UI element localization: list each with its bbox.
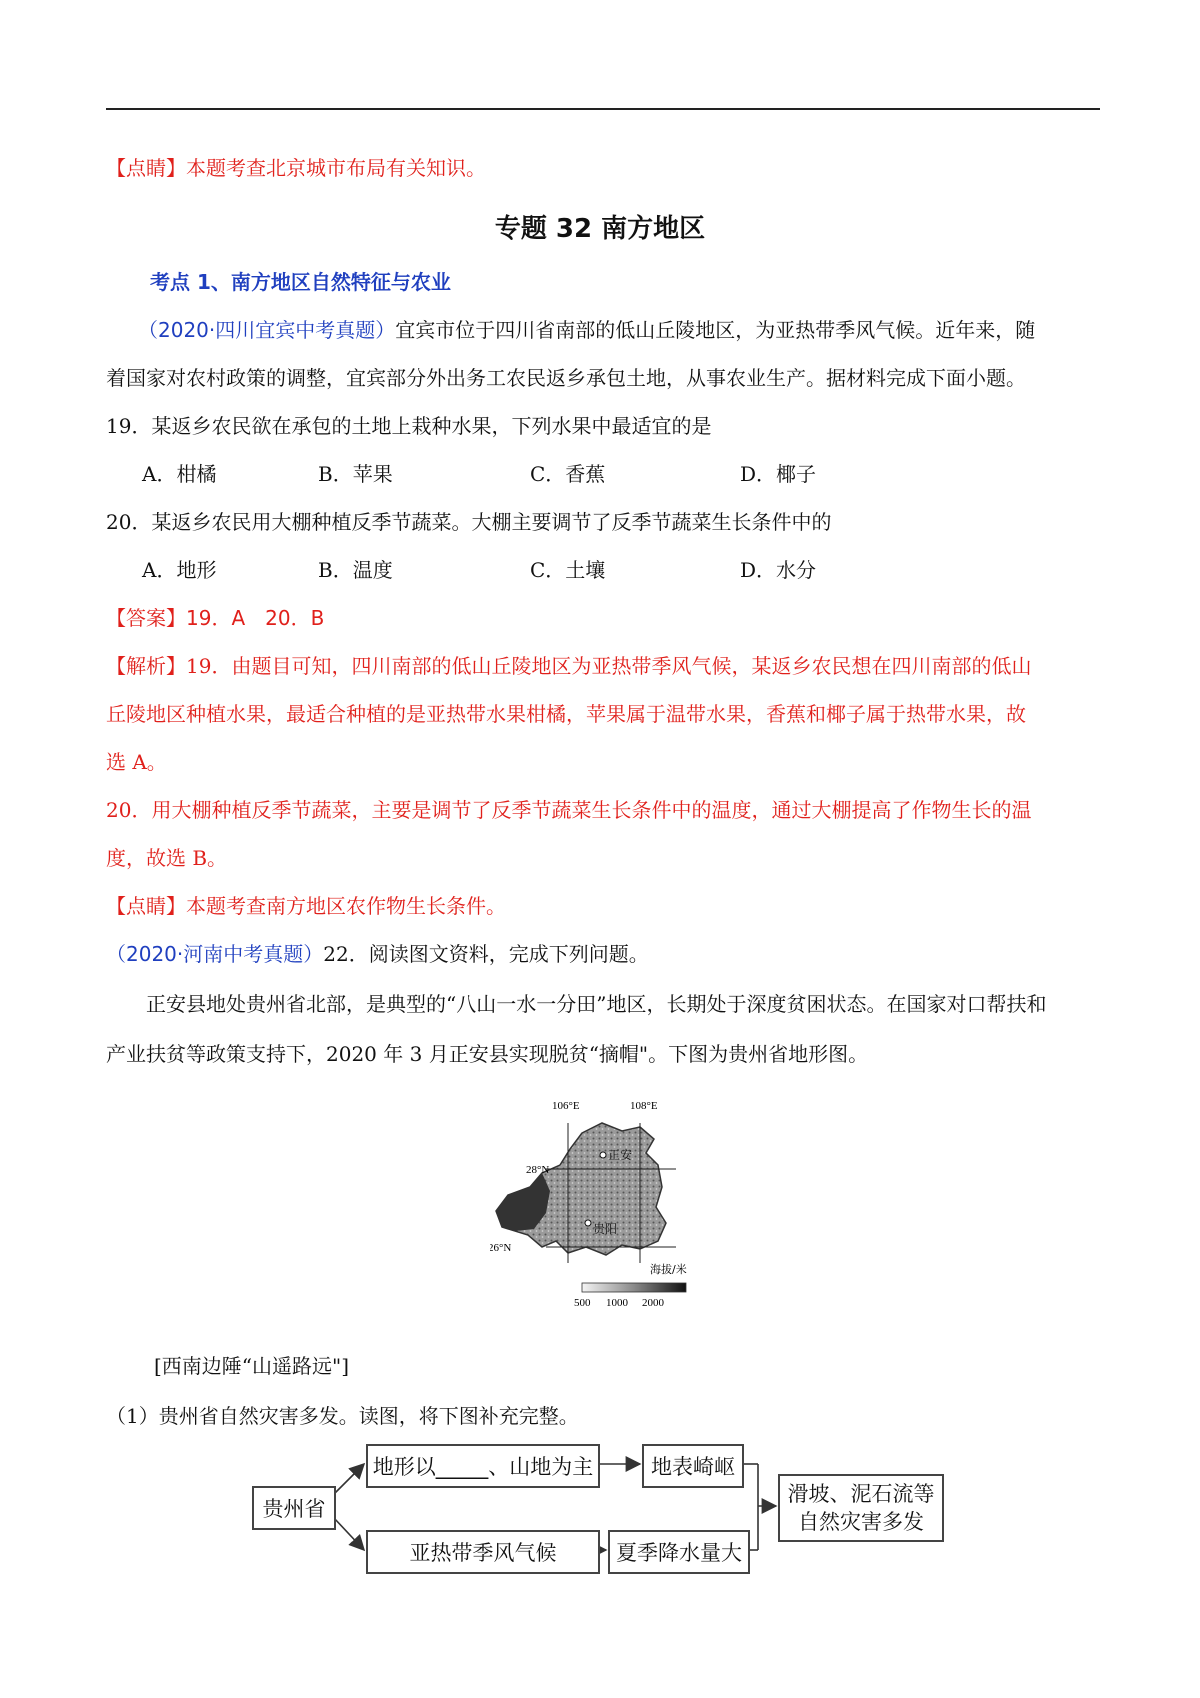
- q20-option-c: C．土壤: [530, 558, 606, 582]
- analysis-tag: 【解析】: [106, 654, 186, 678]
- question-22-part1: （1）贵州省自然灾害多发。读图，将下图补充完整。: [106, 1404, 579, 1428]
- analysis-text1: 19．由题目可知，四川南部的低山丘陵地区为亚热带季风气候，某返乡农民想在四川南部的低山: [186, 654, 1032, 678]
- flow-result-line1: 滑坡、泥石流等: [787, 1482, 935, 1506]
- analysis-line3: 选 A。: [106, 750, 167, 774]
- question-intro-line1: [138, 316, 1035, 344]
- q20-option-d: D．水分: [740, 558, 817, 582]
- map-svg: [490, 1095, 710, 1315]
- zhengan-marker: [600, 1152, 606, 1158]
- legend-tick-1000: 1000: [606, 1297, 628, 1309]
- flow-rainfall-box: 夏季降水量大: [608, 1530, 750, 1574]
- guiyang-marker: [585, 1220, 591, 1226]
- lon-label-108: 108°E: [630, 1100, 658, 1112]
- answer-text: 19．A 20．B: [186, 606, 325, 630]
- section-heading: 考点 1、南方地区自然特征与农业: [150, 270, 451, 294]
- intro-text1: 宜宾市位于四川省南部的低山丘陵地区，为亚热带季风气候。近年来，随: [395, 318, 1036, 342]
- page-title: 专题 32 南方地区: [494, 214, 706, 244]
- legend-title: 海拔/米: [650, 1263, 687, 1276]
- q20-option-b: B．温度: [318, 558, 393, 582]
- note-text: 本题考查北京城市布局有关知识。: [186, 156, 486, 180]
- question-intro-line2: 着国家对农村政策的调整，宜宾部分外出务工农民返乡承包土地，从事农业生产。据材料完成下面小题。: [106, 366, 1026, 390]
- analysis-line2: 丘陵地区种植水果，最适合种植的是亚热带水果柑橘，苹果属于温带水果，香蕉和椰子属于热带水果，故: [106, 702, 1026, 726]
- legend-tick-2000: 2000: [642, 1297, 664, 1309]
- lat-label-28: 28°N: [526, 1164, 550, 1176]
- legend-tick-500: 500: [574, 1297, 591, 1309]
- question-20-stem: 20．某返乡农民用大棚种植反季节蔬菜。大棚主要调节了反季节蔬菜生长条件中的: [106, 510, 832, 534]
- note-tag: 【点睛】: [106, 156, 186, 180]
- flow-terrain-box: 地形以_____、山地为主: [366, 1444, 600, 1488]
- note-mid-text: 本题考查南方地区农作物生长条件。: [186, 894, 506, 918]
- city-label-zhengan: 正安: [608, 1148, 633, 1162]
- question-source: （2020·四川宜宾中考真题）: [138, 318, 396, 342]
- answer-line: [106, 604, 324, 632]
- analysis-line4: 20．用大棚种植反季节蔬菜，主要是调节了反季节蔬菜生长条件中的温度，通过大棚提高了作物生长的温: [106, 798, 1032, 822]
- flow-climate-box: 亚热带季风气候: [366, 1530, 600, 1574]
- q19-option-b: B．苹果: [318, 462, 393, 486]
- question-22-para1: 正安县地处贵州省北部，是典型的“八山一水一分田”地区，长期处于深度贫困状态。在国家对口帮扶和: [146, 992, 1047, 1016]
- q20-option-a: A．地形: [142, 558, 217, 582]
- lon-label-106: 106°E: [552, 1100, 580, 1112]
- subheading: [西南边陲“山遥路远"]: [154, 1354, 350, 1378]
- question-19-stem: 19．某返乡农民欲在承包的土地上栽种水果，下列水果中最适宜的是: [106, 414, 712, 438]
- question-22-heading: [106, 940, 649, 968]
- header-rule: [106, 108, 1100, 110]
- note-top: [106, 154, 486, 182]
- disaster-flow-diagram: [250, 1438, 950, 1568]
- analysis-line5: 度，故选 B。: [106, 846, 228, 870]
- flow-result-line2: 自然灾害多发: [798, 1510, 924, 1534]
- q19-option-a: A．柑橘: [142, 462, 217, 486]
- q19-option-c: C．香蕉: [530, 462, 606, 486]
- question-22-source: （2020·河南中考真题）: [106, 942, 324, 966]
- flow-start-box: 贵州省: [252, 1486, 336, 1530]
- legend-bar: [582, 1283, 686, 1292]
- flow-result-box: [778, 1474, 944, 1542]
- guizhou-terrain-map: [490, 1095, 710, 1315]
- q19-option-d: D．椰子: [740, 462, 817, 486]
- answer-tag: 【答案】: [106, 606, 186, 630]
- question-22-text: 22．阅读图文资料，完成下列问题。: [323, 942, 649, 966]
- flow-rugged-box: 地表崎岖: [642, 1444, 744, 1488]
- question-22-para2: 产业扶贫等政策支持下，2020 年 3 月正安县实现脱贫“摘帽"。下图为贵州省地形图。: [106, 1042, 869, 1066]
- city-label-guiyang: 贵阳: [593, 1222, 618, 1236]
- lat-label-26: 26°N: [490, 1242, 512, 1254]
- note-mid: [106, 892, 506, 920]
- analysis-line1: [106, 652, 1031, 680]
- note-mid-tag: 【点睛】: [106, 894, 186, 918]
